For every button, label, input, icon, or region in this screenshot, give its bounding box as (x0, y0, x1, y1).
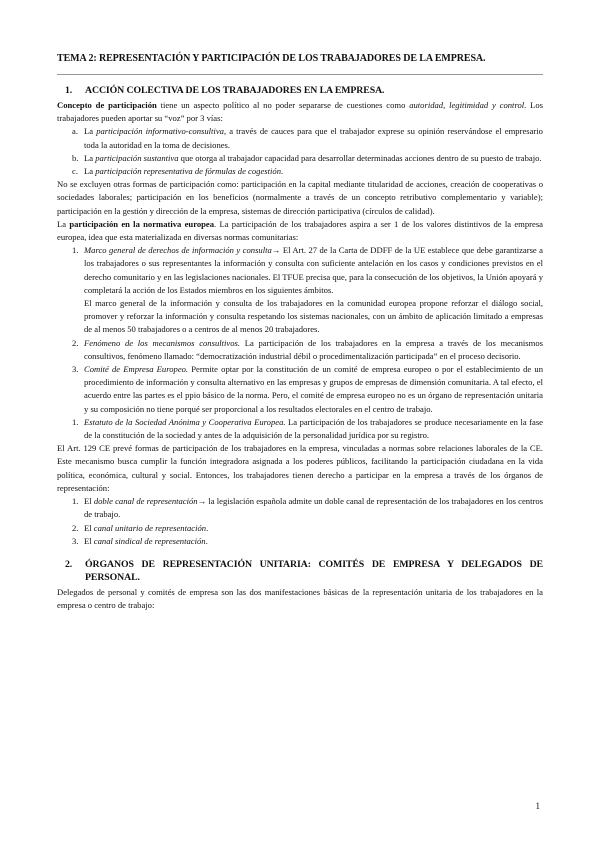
list-item-text: La participación informativo-consultiva, a través de cauces para que el trabajador exprese su opinión reservándose el empresario toda la autoridad en la toma de decisiones. (84, 126, 543, 150)
list-item (57, 522, 543, 535)
list-marker: 2. (72, 522, 79, 533)
list-marker: 1. (72, 416, 79, 427)
concept-lead: Concepto de participación (57, 100, 157, 110)
list-item (57, 495, 543, 521)
list-item (57, 363, 543, 416)
list-item-text: El canal sindical de representación. (84, 535, 208, 546)
list-item-text: Comité de Empresa Europeo. Permite optar por la constitución de un comité de empresa europeo o por el establecimiento de un procedimiento de información y consulta alternativo en las empresas y grupos de empresas de dimensión comunitaria. A tal efecto, el acuerdo entre las partes es el ppio básico de la norma. Pero, el comité de empresa europeo no es un órgano de representación unitaria y su composición no tiene porqué ser proporcional a los resultados electorales en el centro de trabajo. (84, 364, 543, 414)
list-item-text: Estatuto de la Sociedad Anónima y Cooperativa Europea. La participación de los trabajadores se produce necesariamente en la fase de la constitución de la sociedad y antes de la adquisición de la personalidad jurídica por su registro. (84, 416, 543, 441)
list-item (57, 416, 543, 442)
concept-text-a: tiene un aspecto político al no poder separarse de cuestiones como (156, 100, 410, 110)
list-item-text: Fenómeno de los mecanismos consultivos. La participación de los trabajadores en la empresa a través de los mecanismos consultivos, fenómeno llamado: “democratización industrial débil o procedimentalización participada” en el proceso decisorio. (84, 337, 543, 361)
document-page (57, 52, 543, 612)
page-number: 1 (535, 801, 540, 811)
concept-text-b: . Los trabajadores pueden aportar su “voz” por 3 vías: (57, 100, 544, 124)
list-marker: a. (72, 126, 78, 137)
eu-lead: participación en la normativa europea (69, 218, 215, 229)
list-marker: 2. (72, 337, 79, 348)
list-item-text: El doble canal de representación→ la legislación española admite un doble canal de representación de los trabajadores en los centros de trabajo. (84, 496, 543, 520)
list-item-text: La participación representativa de fórmulas de cogestión. (84, 166, 284, 177)
list-marker: c. (72, 166, 78, 177)
section-2-heading (57, 558, 543, 584)
excluded-forms-paragraph: No se excluyen otras formas de participación como: participación en la capital mediante titularidad de acciones, creación de cooperativas o sociedades laborales; participación en los beneficios (normalmente a través de un concepto retributivo complementario y variable); participación en la gestión y dirección de la empresa, sistemas de dirección participativa (círculos de calidad). (57, 179, 543, 216)
concept-italic: autoridad, legitimidad y control (409, 100, 525, 110)
eu-paragraph: La participación en la normativa europea. La participación de los trabajadores aspira a ser 1 de los valores distintivos de la empresa europea, idea que esta materializada en diversas normas comunitarias: (57, 218, 543, 243)
list-item (57, 125, 543, 151)
section-2-intro: Delegados de personal y comités de empresa son las dos manifestaciones básicas de la representación unitaria de los trabajadores en la empresa o centro de trabajo: (57, 586, 543, 611)
list-marker: 1. (72, 245, 79, 256)
vias-list (57, 125, 543, 178)
list-item-text: Marco general de derechos de información y consulta→ El Art. 27 de la Carta de DDFF de la UE establece que debe garantizarse a los trabajadores o sus representantes la información y consulta con suficiente antelación en los casos y condiciones previstos en el derecho comunitario y en las legislaciones nacionales. El TFUE precisa que, para la consecución de los objetivos, la Unión apoyará y completará la acción de los Estados miembros en los siguientes ámbitos. El marco general de la información y consulta de los trabajadores en la comunidad europea propone reforzar el diálogo social, promover y reforzar la información y consulta respetando los sistemas nacionales, con un ámbito de aplicación limitado a empresas de al menos 50 trabajadores o a centros de al menos 20 trabajadores. (84, 244, 543, 336)
channels-list (57, 495, 543, 548)
list-item (57, 337, 543, 363)
section-1-title: ACCIÓN COLECTIVA DE LOS TRABAJADORES EN LA EMPRESA. (85, 85, 385, 96)
section-1-number: 1. (65, 85, 73, 96)
list-item (57, 244, 543, 336)
list-item-extra: El marco general de la información y consulta de los trabajadores en la comunidad europea propone reforzar el diálogo social, promover y reforzar la información y consulta respetando los sistemas nacionales, con un ámbito de aplicación limitado a empresas de al menos 50 trabajadores o a centros de al menos 20 trabajadores. (84, 298, 543, 335)
list-marker: 3. (72, 535, 79, 546)
eu-norms-list (57, 244, 543, 442)
list-item (57, 165, 543, 178)
list-marker: b. (72, 152, 79, 163)
list-marker: 3. (72, 364, 79, 375)
list-marker: 1. (72, 496, 79, 507)
section-1-heading (57, 84, 543, 97)
list-item (57, 152, 543, 165)
list-item-text: El canal unitario de representación. (84, 522, 209, 533)
section-2-title: ÓRGANOS DE REPRESENTACIÓN UNITARIA: COMITÉS DE EMPRESA Y DELEGADOS DE PERSONAL. (85, 558, 543, 583)
section-2-number: 2. (65, 558, 73, 570)
document-title: TEMA 2: REPRESENTACIÓN Y PARTICIPACIÓN DE LOS TRABAJADORES DE LA EMPRESA. (57, 53, 486, 64)
list-item (57, 535, 543, 548)
title-divider (57, 74, 543, 75)
art129-paragraph: El Art. 129 CE prevé formas de participación de los trabajadores en la empresa, vinculadas a normas sobre relaciones laborales de la CE. Este mecanismo busca cumplir la función integradora asignada a los poderes públicos, facilitando la participación ciudadana en la vida política, económica, cultural y social. Entonces, los trabajadores tienen derecho a participar en la empresa a través de los órganos de representación: (57, 443, 543, 493)
concept-paragraph (57, 99, 543, 125)
list-item-text: La participación sustantiva que otorga al trabajador capacidad para desarrollar determinadas acciones dentro de su puesto de trabajo. (84, 152, 542, 163)
